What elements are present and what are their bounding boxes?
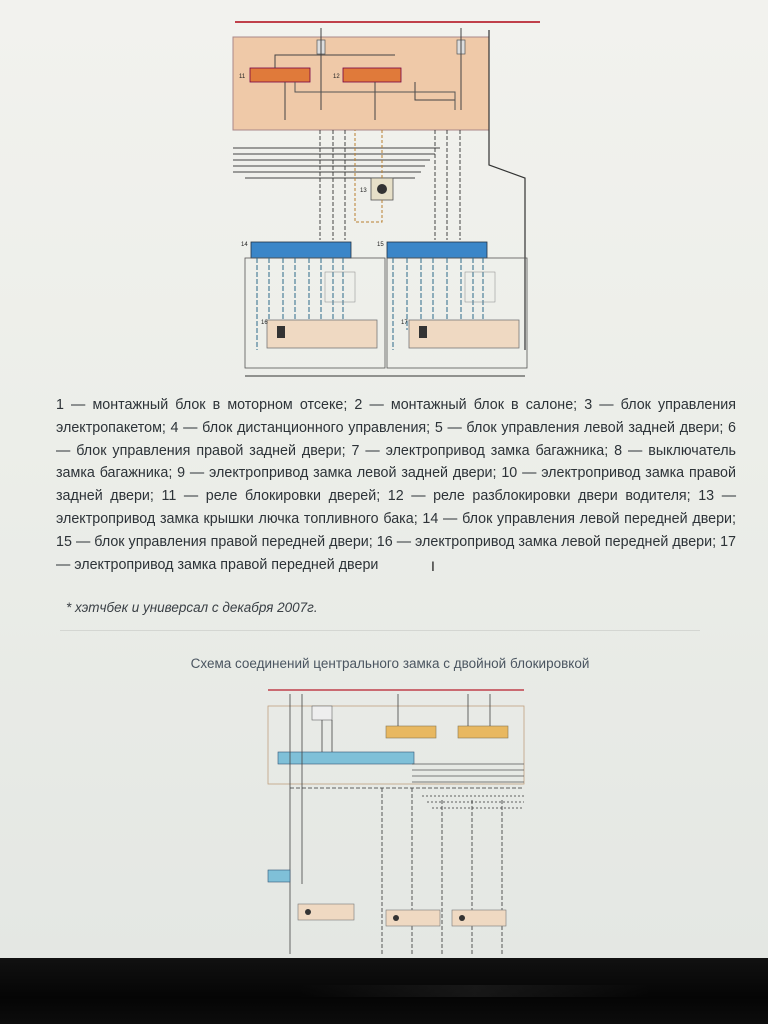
text-cursor-icon: I — [431, 558, 435, 574]
label-12: 12 — [333, 74, 340, 80]
label-16: 16 — [261, 320, 268, 326]
wiring-diagram-bottom — [262, 684, 532, 974]
section-title: Схема соединений центрального замка с двойной блокировкой — [190, 656, 590, 671]
label-17: 17 — [401, 320, 408, 326]
footnote: * хэтчбек и универсал с декабря 2007г. — [66, 600, 318, 615]
label-13: 13 — [360, 188, 367, 194]
divider — [60, 630, 700, 631]
label-11: 11 — [239, 74, 246, 80]
diagram-legend-text: 1 — монтажный блок в моторном отсеке; 2 — монтажный блок в салоне; 3 — блок управления электропакетом; 4 — блок дистанционного управления; 5 — блок управления левой задней двери; 6 — блок управления правой задней двери; 7 — электропривод замка багажника; 8 — выключатель замка багажника; 9 — электропривод замка левой задней двери; 10 — электропривод замка правой задней двери; 11 — реле блокировки дверей; 12 — реле разблокировки двери водителя; 13 — электропривод замка крышки лючка топливного бака; 14 — блок управления левой передней двери; 15 — блок управления правой передней двери; 16 — электропривод замка левой передней двери; 17 — электропривод замка правой передней двери — [56, 397, 736, 573]
label-14: 14 — [241, 242, 248, 248]
label-15: 15 — [377, 242, 384, 248]
bezel-reflection — [300, 985, 650, 997]
wiring-diagram-top — [225, 10, 545, 385]
